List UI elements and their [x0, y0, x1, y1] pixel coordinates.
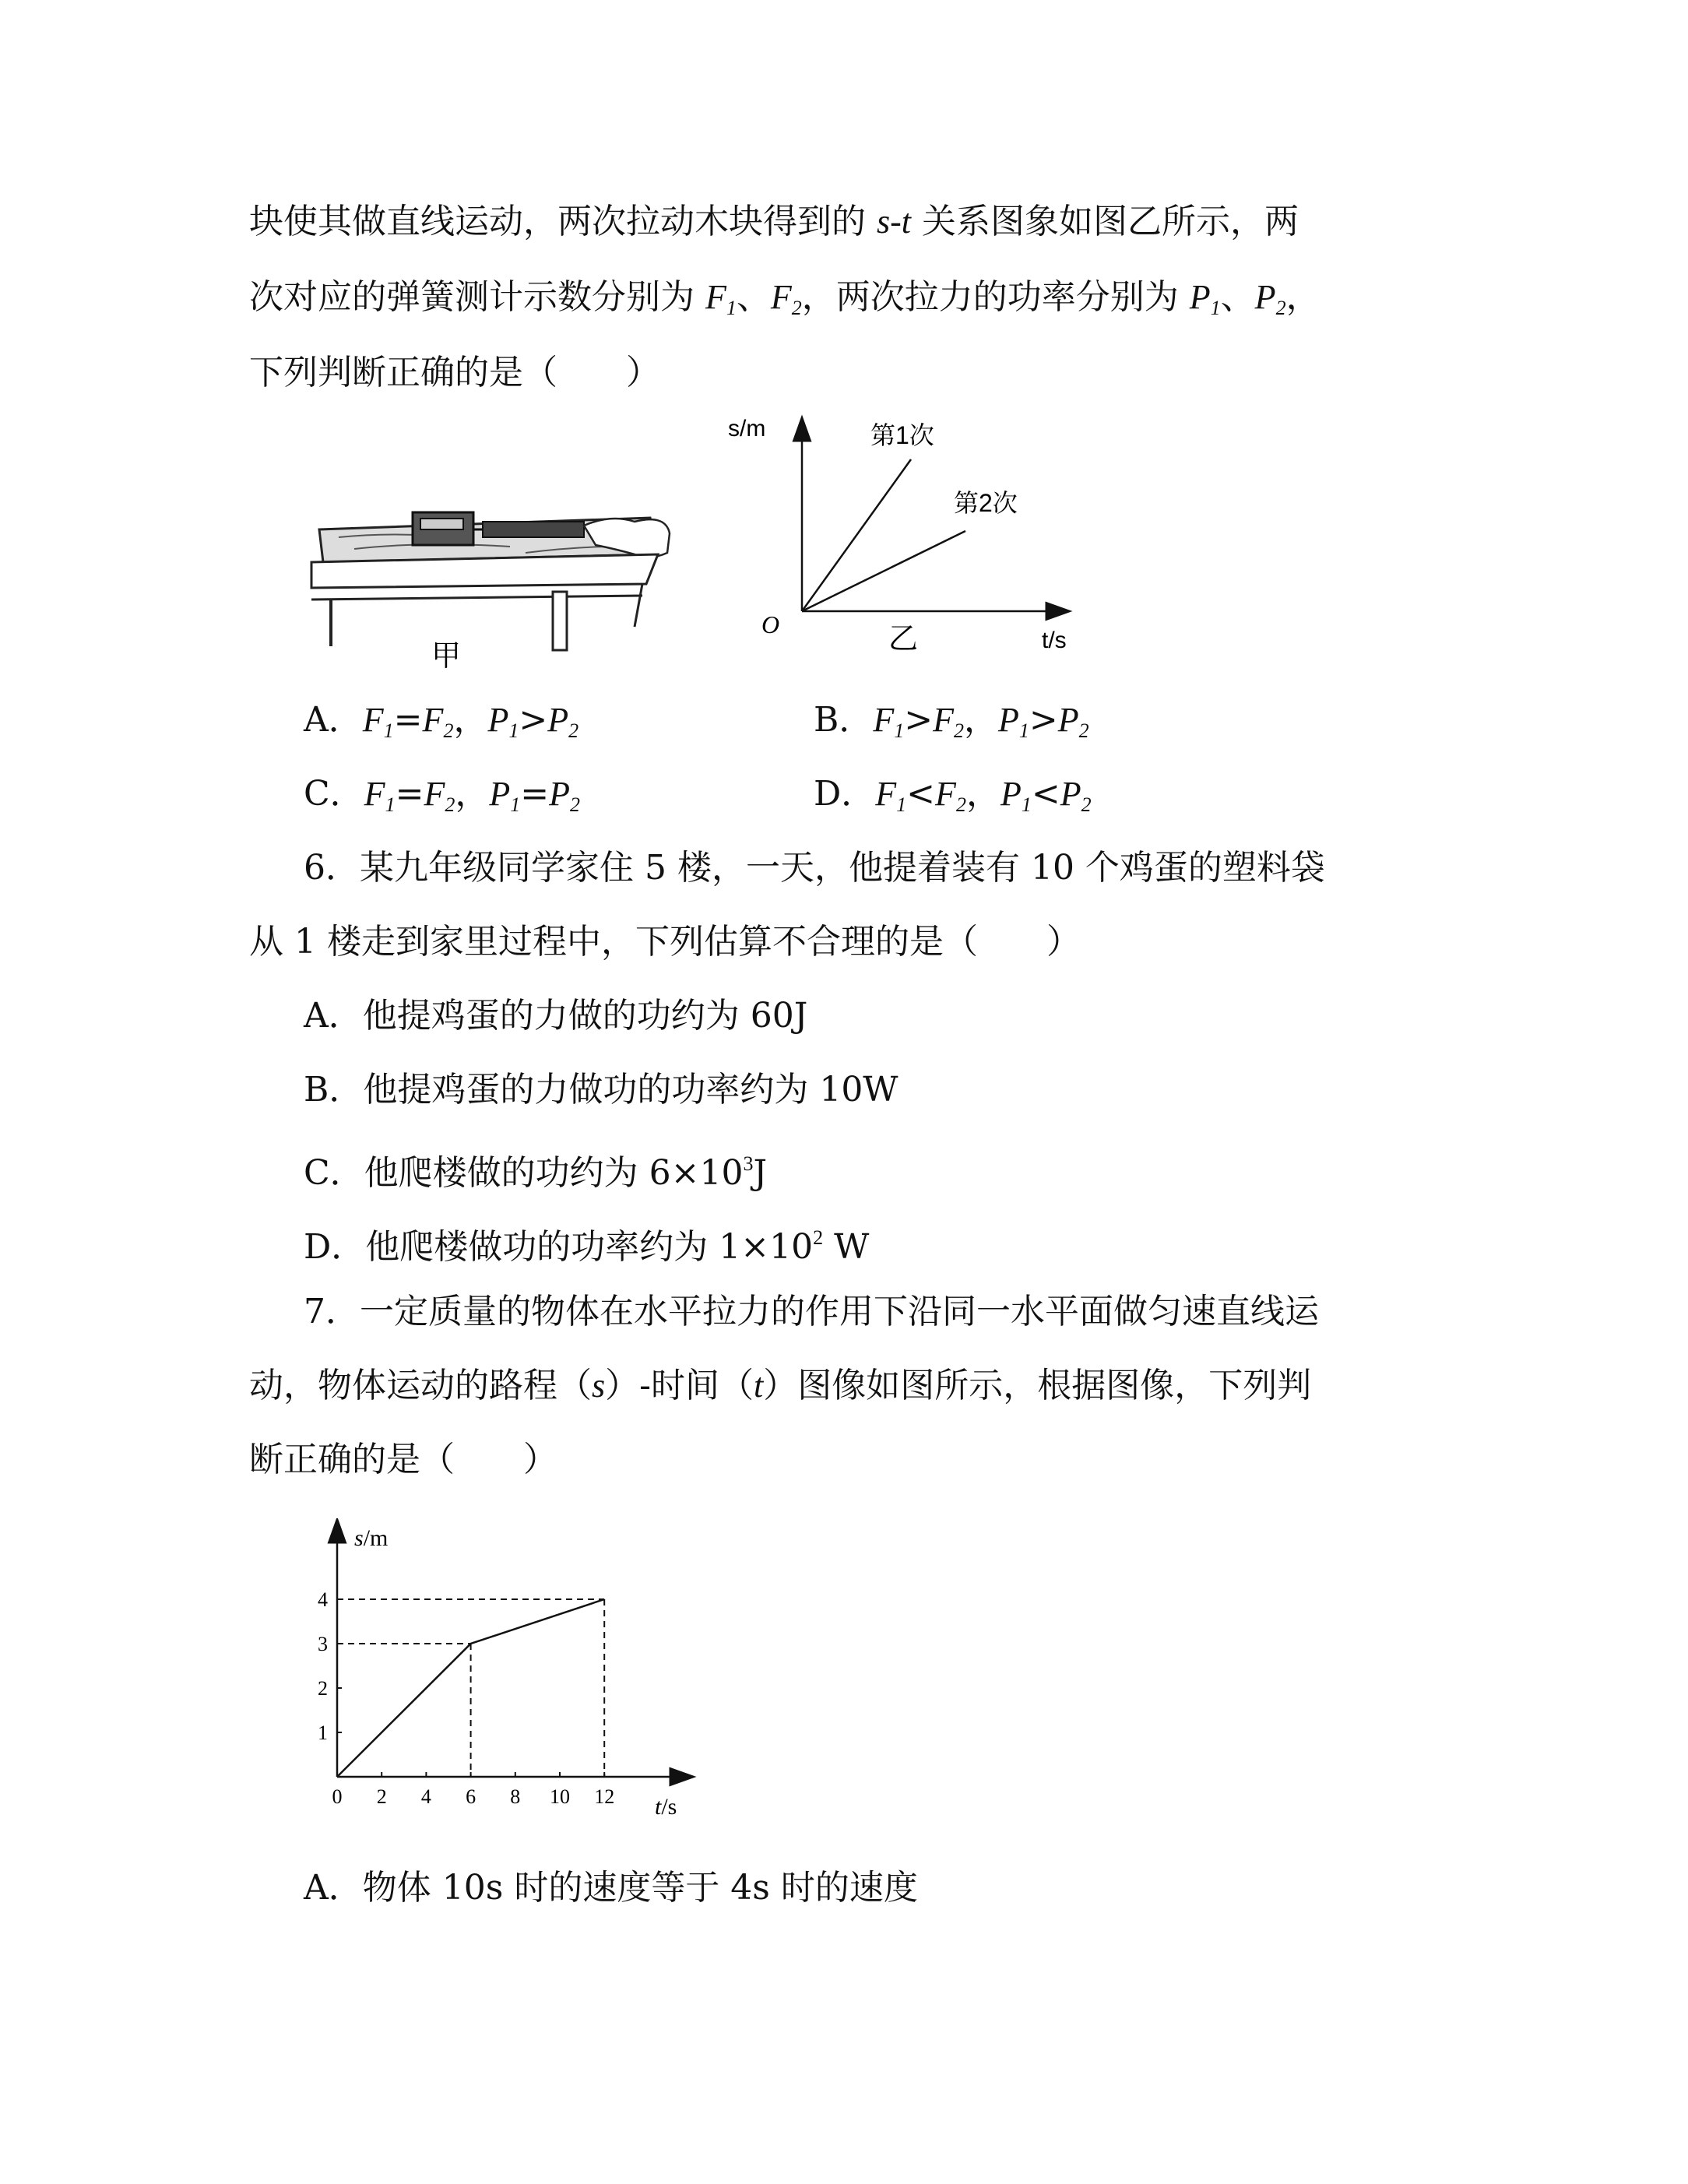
q6-line1-text: 6．某九年级同学家住 5 楼，一天，他提着装有 10 个鸡蛋的塑料袋 — [304, 848, 1325, 888]
q5-line2-text-c: ，两次拉力的功率分别为 — [801, 277, 1190, 317]
separator: ， — [453, 700, 488, 740]
sub: 1 — [508, 719, 519, 742]
q5-option-d[interactable] — [814, 771, 1092, 828]
option-letter: B． — [814, 700, 874, 740]
f-symbol: F — [875, 775, 897, 813]
sub: 1 — [383, 719, 394, 742]
sub: 2 — [568, 719, 579, 742]
f1-sub: 1 — [726, 297, 737, 319]
sub: 2 — [569, 793, 580, 816]
q5-line1-text-a: 块使其做直线运动，两次拉动木块得到的 — [249, 202, 877, 241]
q5-st-symbol: s-t — [877, 202, 911, 241]
f-symbol: F — [362, 701, 384, 739]
sub: 2 — [445, 793, 455, 816]
yi-line-series-1 — [802, 459, 911, 611]
q7-line-1 — [304, 1289, 1319, 1335]
exponent: 3 — [743, 1152, 754, 1175]
sub: 1 — [896, 793, 907, 816]
p-symbol: P — [487, 701, 509, 739]
q7-line-3 — [249, 1437, 557, 1483]
unit: W — [823, 1227, 870, 1267]
p-symbol: P — [998, 701, 1019, 739]
sub: 1 — [894, 719, 905, 742]
sub: 2 — [1081, 793, 1092, 816]
f2-symbol: F — [770, 278, 792, 316]
relation: > — [904, 700, 934, 740]
q6-option-c[interactable] — [304, 1141, 767, 1197]
relation: = — [393, 700, 423, 740]
yi-line-series-2 — [802, 531, 965, 611]
q7-x-label-var: t — [655, 1794, 662, 1820]
relation: = — [395, 774, 424, 814]
q7-x-tick-6: 6 — [466, 1785, 477, 1808]
sub: 1 — [385, 793, 396, 816]
q6-option-a-text: A．他提鸡蛋的力做的功约为 60J — [304, 996, 808, 1036]
q6-option-d-text: D．他爬楼做功的功率约为 1×10 — [304, 1227, 814, 1267]
separator: ， — [455, 774, 490, 814]
separator: ， — [965, 774, 1000, 814]
exponent: 2 — [813, 1226, 824, 1249]
q5-line-2 — [249, 274, 1321, 332]
yi-figure-label: 乙 — [888, 623, 919, 656]
sub: 2 — [954, 719, 964, 742]
f-symbol: F — [873, 701, 895, 739]
f1-symbol: F — [705, 278, 726, 316]
p-symbol: P — [1057, 701, 1079, 739]
relation: > — [1029, 700, 1058, 740]
yi-series-1-label: 第1次 — [870, 421, 934, 449]
p-symbol: P — [1060, 775, 1081, 813]
q6-option-a[interactable] — [304, 993, 807, 1039]
yi-origin-label: O — [761, 610, 780, 638]
figure-yi-st-graph — [724, 413, 1090, 670]
q7-x-tick-8: 8 — [510, 1785, 521, 1808]
unit: J — [753, 1153, 768, 1193]
q5-option-a[interactable] — [304, 697, 578, 754]
q7-line-2 — [249, 1363, 1311, 1409]
q7-x-tick-10: 10 — [550, 1785, 570, 1808]
q7-line3-text: 断正确的是（ ） — [249, 1440, 557, 1479]
q5-option-c[interactable] — [304, 771, 580, 828]
q7-x-label-unit: /s — [661, 1794, 677, 1820]
sub: 1 — [1021, 793, 1032, 816]
q7-y-label-var: s — [354, 1525, 364, 1551]
p1-sub: 1 — [1210, 297, 1221, 319]
yi-series-2-label: 第2次 — [954, 489, 1018, 517]
p1-symbol: P — [1189, 278, 1211, 316]
separator: ， — [964, 700, 998, 740]
option-letter: D． — [814, 774, 876, 814]
p2-sub: 2 — [1275, 297, 1286, 319]
f-symbol: F — [364, 775, 385, 813]
figure-jia-apparatus — [308, 491, 681, 673]
p-symbol: P — [1000, 775, 1022, 813]
t-symbol: t — [754, 1366, 764, 1405]
option-letter: C． — [304, 774, 364, 814]
q6-line-2 — [249, 919, 1081, 965]
f2-sub: 2 — [791, 297, 802, 319]
p-symbol: P — [549, 775, 570, 813]
q6-option-c-text: C．他爬楼做的功约为 6×10 — [304, 1153, 744, 1193]
yi-y-label: s/m — [728, 416, 766, 441]
sub: 1 — [1018, 719, 1029, 742]
sub: 2 — [443, 719, 454, 742]
relation: > — [519, 700, 548, 740]
q7-y-label — [354, 1525, 388, 1551]
q5-option-b[interactable] — [814, 697, 1089, 754]
q6-option-b-text: B．他提鸡蛋的力做功的功率约为 10W — [304, 1070, 899, 1110]
q5-line2-text-a: 次对应的弹簧测计示数分别为 — [249, 277, 705, 317]
q5-line1-text-b: 关系图象如图乙所示，两 — [911, 202, 1299, 241]
q7-y-tick-1: 1 — [318, 1722, 328, 1744]
q7-line1-text: 7．一定质量的物体在水平拉力的作用下沿同一水平面做匀速直线运 — [304, 1292, 1319, 1331]
q7-x-tick-0: 0 — [332, 1785, 343, 1808]
relation: = — [520, 774, 550, 814]
f-symbol: F — [424, 775, 445, 813]
q7-y-label-unit: /m — [363, 1525, 389, 1551]
q7-y-tick-2: 2 — [318, 1677, 328, 1700]
p2-symbol: P — [1254, 278, 1276, 316]
jia-label: 甲 — [431, 640, 462, 673]
q7-y-tick-3: 3 — [318, 1633, 328, 1655]
sub: 2 — [955, 793, 966, 816]
f-symbol: F — [422, 701, 444, 739]
q5-line-1 — [249, 199, 1299, 245]
dun: 、 — [736, 277, 771, 317]
dun: 、 — [1220, 277, 1255, 317]
sub: 1 — [510, 793, 521, 816]
q7-y-tick-4: 4 — [318, 1588, 328, 1611]
q7-x-tick-4: 4 — [420, 1785, 431, 1808]
q6-line-1 — [304, 845, 1325, 892]
option-letter: A． — [304, 700, 363, 740]
q7-line2-text-a: 动，物体运动的路程（ — [249, 1366, 592, 1405]
q5-line-3 — [249, 350, 660, 396]
relation: < — [1031, 774, 1060, 814]
yi-x-label: t/s — [1042, 628, 1067, 653]
q7-line2-text-c: ）图像如图所示，根据图像，下列判 — [763, 1366, 1312, 1405]
q7-option-a[interactable] — [304, 1865, 918, 1911]
comma: ， — [1285, 277, 1321, 317]
q7-option-a-text: A．物体 10s 时的速度等于 4s 时的速度 — [304, 1868, 918, 1908]
f-symbol: F — [933, 701, 954, 739]
relation: < — [906, 774, 936, 814]
p-symbol: P — [547, 701, 569, 739]
q7-x-tick-12: 12 — [594, 1785, 615, 1808]
q7-x-label — [655, 1794, 677, 1820]
q6-option-b[interactable] — [304, 1067, 899, 1113]
q6-line2-text: 从 1 楼走到家里过程中，下列估算不合理的是（ ） — [249, 922, 1081, 962]
f-symbol: F — [935, 775, 956, 813]
q5-line3-text: 下列判断正确的是（ ） — [249, 353, 660, 392]
q7-x-tick-2: 2 — [376, 1785, 387, 1808]
q7-line2-text-b: ）-时间（ — [605, 1366, 754, 1405]
q7-st-chart — [308, 1518, 712, 1822]
sub: 2 — [1078, 719, 1089, 742]
p-symbol: P — [489, 775, 511, 813]
q6-option-d[interactable] — [304, 1215, 869, 1271]
s-symbol: s — [592, 1366, 606, 1405]
